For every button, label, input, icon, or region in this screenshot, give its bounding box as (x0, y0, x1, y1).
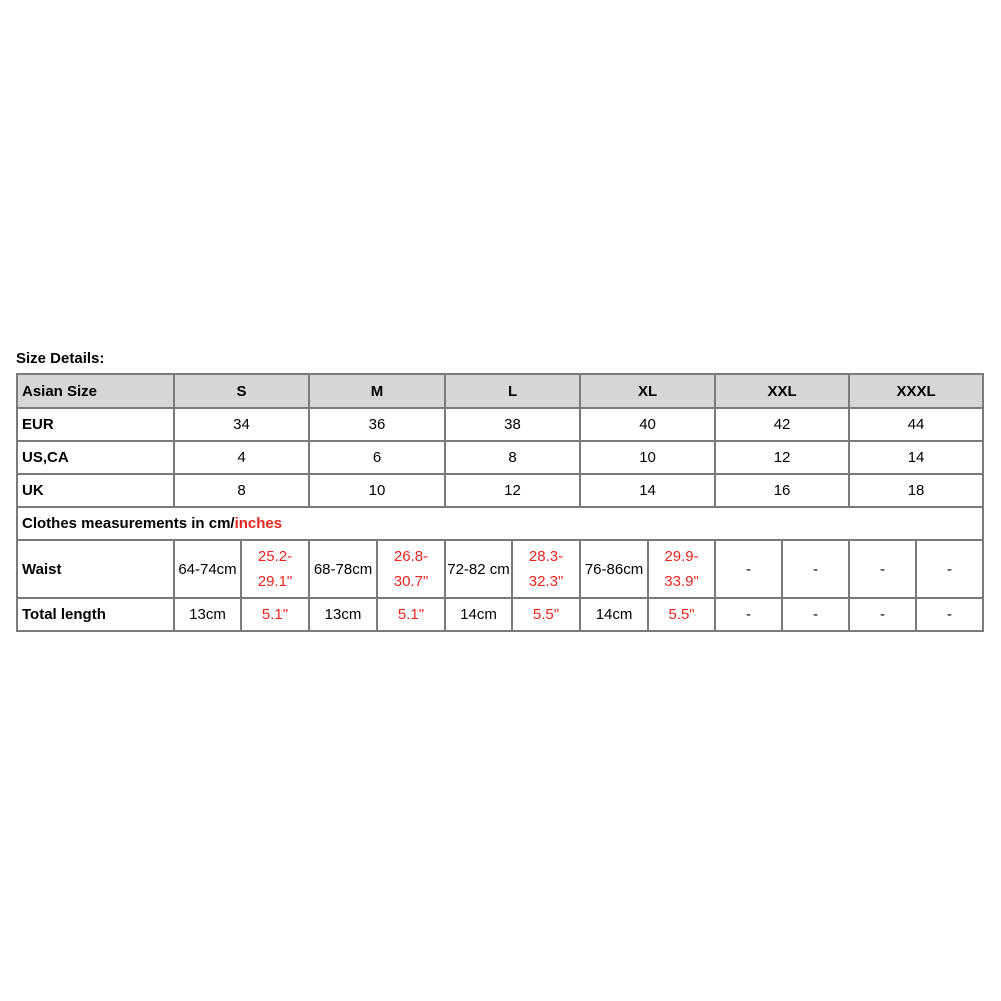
table-cell: 8 (445, 441, 580, 474)
table-cell: 14 (849, 441, 983, 474)
table-cell: - (715, 598, 782, 631)
size-header-xxl: XXL (715, 374, 849, 408)
uk-row (17, 474, 983, 507)
table-cell: 25.2-29.1" (241, 540, 309, 598)
size-chart-table (16, 373, 984, 632)
table-cell: - (782, 540, 849, 598)
size-header-xxxl: XXXL (849, 374, 983, 408)
table-cell: 72-82 cm (445, 540, 512, 598)
table-cell: 68-78cm (309, 540, 377, 598)
table-cell: 13cm (174, 598, 241, 631)
table-cell: 38 (445, 408, 580, 441)
row-label: Waist (17, 540, 174, 598)
section-heading-inches: inches (234, 515, 283, 532)
table-cell: 26.8-30.7" (377, 540, 445, 598)
table-cell: 16 (715, 474, 849, 507)
table-cell: 10 (580, 441, 715, 474)
row-label: US,CA (17, 441, 174, 474)
row-label: Total length (17, 598, 174, 631)
table-cell: 5.5" (648, 598, 715, 631)
table-cell: 6 (309, 441, 445, 474)
section-heading-prefix: Clothes measurements in cm/ (22, 515, 235, 532)
table-cell: - (782, 598, 849, 631)
table-cell: 14 (580, 474, 715, 507)
size-header-l: L (445, 374, 580, 408)
table-cell: 4 (174, 441, 309, 474)
table-cell: 34 (174, 408, 309, 441)
size-header-s: S (174, 374, 309, 408)
table-cell: 14cm (445, 598, 512, 631)
total-length-row (17, 598, 983, 631)
table-cell: 5.1" (241, 598, 309, 631)
measurements-section-row (17, 507, 983, 540)
table-cell: 13cm (309, 598, 377, 631)
table-cell: 5.1" (377, 598, 445, 631)
size-header-xl: XL (580, 374, 715, 408)
row-label: UK (17, 474, 174, 507)
table-cell: 12 (715, 441, 849, 474)
table-cell: 36 (309, 408, 445, 441)
header-label: Asian Size (17, 374, 174, 408)
page-title: Size Details: (16, 350, 105, 367)
header-row (17, 374, 983, 408)
table-cell: 42 (715, 408, 849, 441)
table-cell: - (849, 598, 916, 631)
table-cell: 76-86cm (580, 540, 648, 598)
waist-row (17, 540, 983, 598)
table-cell: 10 (309, 474, 445, 507)
table-cell: - (849, 540, 916, 598)
table-cell: - (916, 540, 983, 598)
table-cell: - (715, 540, 782, 598)
table-cell: 44 (849, 408, 983, 441)
table-cell: 14cm (580, 598, 648, 631)
row-label: EUR (17, 408, 174, 441)
table-cell: 8 (174, 474, 309, 507)
table-cell: 28.3-32.3" (512, 540, 580, 598)
table-cell: 5.5" (512, 598, 580, 631)
table-cell: 64-74cm (174, 540, 241, 598)
table-cell: - (916, 598, 983, 631)
eur-row (17, 408, 983, 441)
table-cell: 29.9-33.9" (648, 540, 715, 598)
table-cell: 40 (580, 408, 715, 441)
table-cell: 18 (849, 474, 983, 507)
section-heading (17, 507, 983, 540)
size-header-m: M (309, 374, 445, 408)
table-cell: 12 (445, 474, 580, 507)
us-ca-row (17, 441, 983, 474)
